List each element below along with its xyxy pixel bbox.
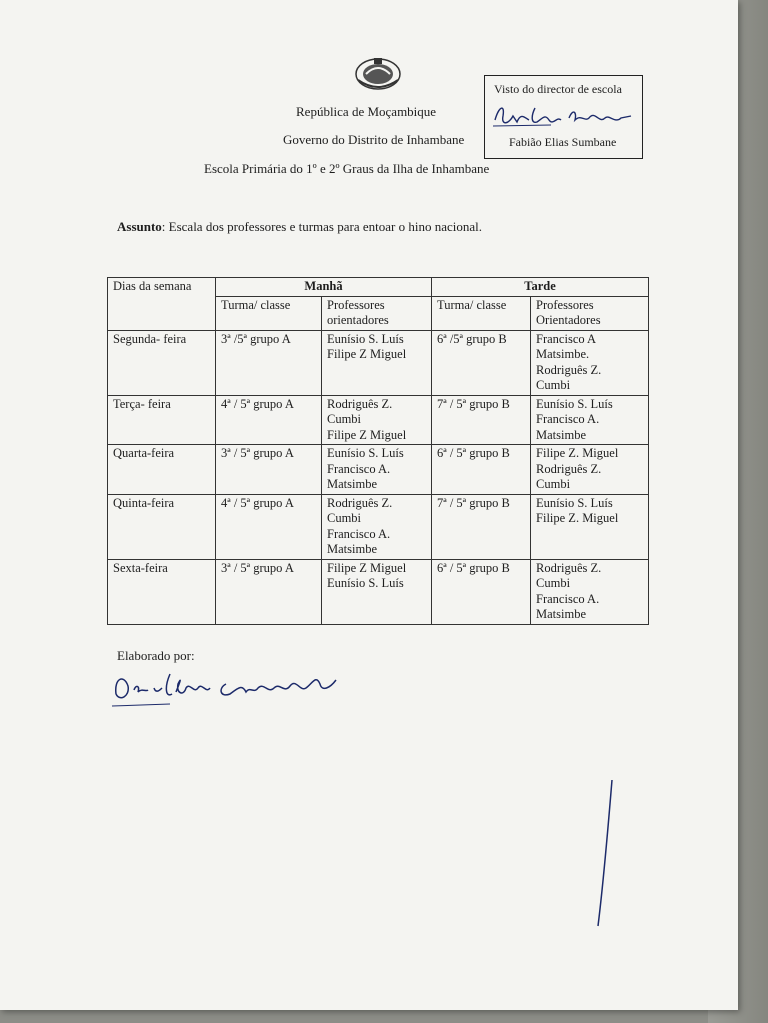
professors-afternoon-cell — [531, 395, 649, 445]
header-days: Dias da semana — [108, 278, 216, 331]
professors-afternoon-cell — [531, 330, 649, 395]
professor-name: Cumbi — [536, 477, 571, 491]
turma-afternoon-cell: 6ª / 5ª grupo B — [432, 559, 531, 624]
prepared-by-label: Elaborado por: — [117, 648, 195, 663]
professor-name: Filipe Z Miguel — [327, 427, 407, 442]
subject-text: : Escala dos professores e turmas para entoar o hino nacional. — [161, 219, 482, 234]
professor-name: Eunísio S. Luís — [327, 446, 404, 460]
director-signature — [491, 98, 637, 132]
table-row — [108, 330, 649, 395]
professor-name: Matsimbe — [327, 477, 377, 491]
professors-morning-cell — [322, 445, 432, 495]
subheader-turma-morning: Turma/ classe — [216, 296, 322, 330]
subject-label: Assunto — [117, 219, 162, 234]
professors-morning-cell — [322, 494, 432, 559]
professor-name: Cumbi — [536, 378, 571, 392]
table-row — [108, 445, 649, 495]
table-row — [108, 494, 649, 559]
professor-name: Rodriguês Z. — [536, 560, 602, 575]
professor-name: Cumbi — [536, 576, 571, 590]
professor-name: Filipe Z Miguel — [327, 560, 407, 575]
turma-afternoon-cell: 6ª / 5ª grupo B — [432, 445, 531, 495]
professor-name: Rodriguês Z. — [536, 362, 602, 377]
table-row — [108, 395, 649, 445]
professor-name: Francisco A. — [536, 591, 600, 606]
professors-afternoon-cell — [531, 494, 649, 559]
turma-morning-cell: 3ª /5ª grupo A — [216, 330, 322, 395]
government-name: Governo do Distrito de Inhambane — [283, 132, 465, 147]
professor-name: Eunísio S. Luís — [327, 576, 404, 590]
professor-name: Eunísio S. Luís — [536, 495, 613, 510]
national-emblem-icon — [352, 54, 404, 92]
professor-name: Eunísio S. Luís — [327, 331, 404, 346]
day-cell: Quarta-feira — [108, 445, 216, 495]
day-cell: Sexta-feira — [108, 559, 216, 624]
professor-name: Eunísio S. Luís — [536, 396, 613, 411]
pen-stroke-mark — [590, 778, 620, 928]
turma-afternoon-cell: 7ª / 5ª grupo B — [432, 395, 531, 445]
subheader-turma-afternoon: Turma/ classe — [432, 296, 531, 330]
day-cell: Segunda- feira — [108, 330, 216, 395]
subheader-line: Orientadores — [536, 313, 601, 327]
professor-name: Matsimbe. — [536, 347, 590, 361]
day-cell: Quinta-feira — [108, 494, 216, 559]
professor-name: Matsimbe — [327, 542, 377, 556]
professor-name: Matsimbe — [536, 607, 587, 621]
subheader-professors-morning — [322, 296, 432, 330]
professors-morning-cell — [322, 395, 432, 445]
professors-afternoon-cell — [531, 559, 649, 624]
turma-morning-cell: 4ª / 5ª grupo A — [216, 494, 322, 559]
professor-name: Filipe Z. Miguel — [536, 511, 619, 525]
subject-line — [117, 219, 482, 235]
professor-name: Francisco A. — [327, 526, 391, 541]
turma-morning-cell: 4ª / 5ª grupo A — [216, 395, 322, 445]
approval-title: Visto do director de escola — [494, 82, 622, 96]
schedule-table — [107, 277, 649, 625]
author-signature — [110, 664, 345, 710]
turma-afternoon-cell: 6ª /5ª grupo B — [432, 330, 531, 395]
header-afternoon: Tarde — [432, 278, 649, 297]
professor-name: Cumbi — [327, 412, 362, 426]
table-row — [108, 559, 649, 624]
professor-name: Rodriguês Z. — [327, 396, 393, 411]
turma-morning-cell: 3ª / 5ª grupo A — [216, 559, 322, 624]
director-approval-box — [484, 75, 643, 159]
day-cell: Terça- feira — [108, 395, 216, 445]
subheader-professors-afternoon — [531, 296, 649, 330]
header-morning: Manhã — [216, 278, 432, 297]
professors-morning-cell — [322, 330, 432, 395]
table-header-row — [108, 278, 649, 297]
professor-name: Rodriguês Z. — [327, 495, 393, 510]
professor-name: Francisco A — [536, 331, 597, 346]
subheader-line: orientadores — [327, 313, 389, 327]
school-name: Escola Primária do 1º e 2º Graus da Ilha de Inhambane — [204, 161, 490, 176]
professor-name: Matsimbe — [536, 427, 587, 442]
professors-morning-cell — [322, 559, 432, 624]
professor-name: Cumbi — [327, 511, 362, 525]
subheader-line: Professores — [536, 297, 594, 312]
director-name: Fabião Elias Sumbane — [509, 135, 617, 149]
professor-name: Filipe Z. Miguel — [536, 446, 619, 460]
professor-name: Francisco A. — [327, 461, 391, 476]
professors-afternoon-cell — [531, 445, 649, 495]
professor-name: Rodriguês Z. — [536, 461, 602, 476]
republic-name: República de Moçambique — [296, 104, 437, 119]
professor-name: Francisco A. — [536, 412, 600, 426]
subheader-line: Professores — [327, 297, 385, 312]
professor-name: Filipe Z Miguel — [327, 347, 407, 361]
turma-morning-cell: 3ª / 5ª grupo A — [216, 445, 322, 495]
turma-afternoon-cell: 7ª / 5ª grupo B — [432, 494, 531, 559]
